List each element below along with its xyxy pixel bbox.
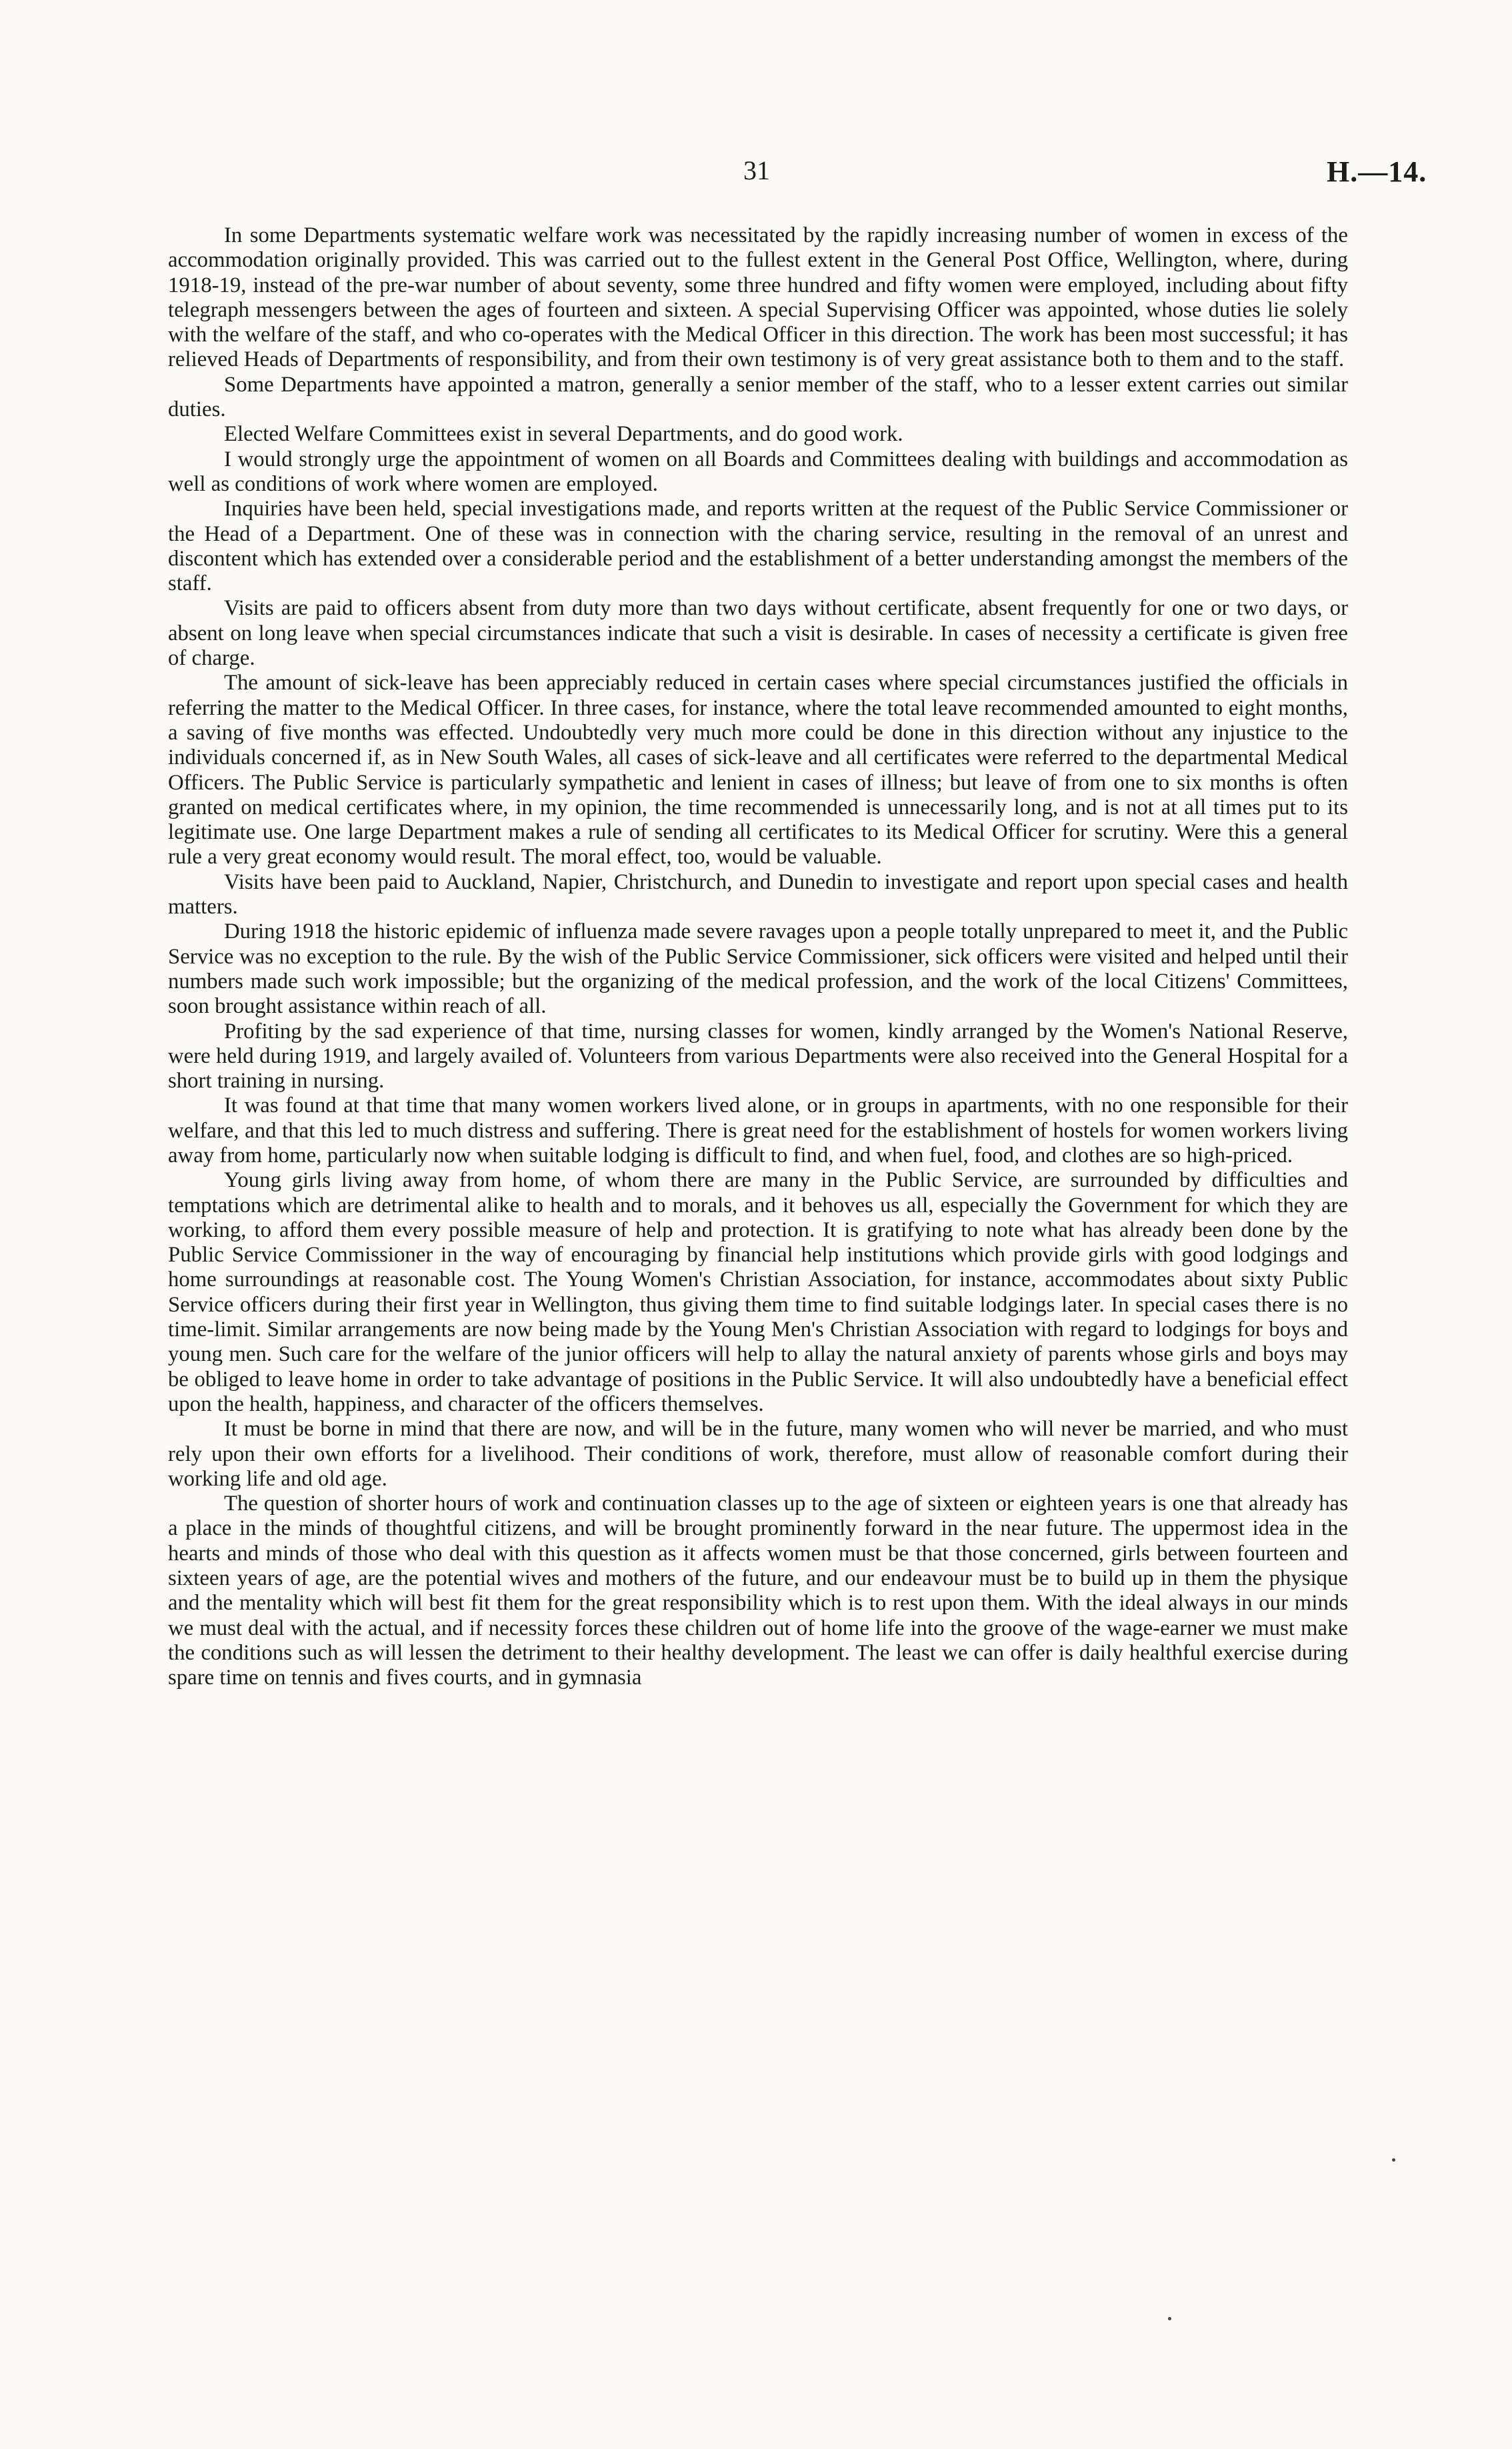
margin-speck <box>1168 2317 1171 2320</box>
paragraph-unmarried-women: It must be borne in mind that there are now, and will be in the future, many women who will never be married, and who must rely upon their own efforts for a livelihood. Their conditions of work, therefore, must allow of reasonable comfort during their working life and old age. <box>168 1417 1348 1491</box>
paragraph-women-on-boards: I would strongly urge the appointment of women on all Boards and Committees dealing with buildings and accommodation as well as conditions of work where women are employed. <box>168 447 1348 496</box>
paragraph-young-girls: Young girls living away from home, of whom there are many in the Public Service, are surrounded by difficulties and temptations which are detrimental alike to health and to morals, and it behoves us all, especially the Government for which they are working, to afford them every possible measure of help and protection. It is gratifying to note what has already been done by the Public Service Commissioner in the way of encouraging by financial help institutions which provide girls with good lodgings and home surroundings at reasonable cost. The Young Women's Christian Association, for instance, accommodates about sixty Public Service officers during their first year in Wellington, thus giving them time to find suitable lodgings later. In special cases there is no time-limit. Similar arrangements are now being made by the Young Men's Christian Association with regard to lodgings for boys and young men. Such care for the welfare of the junior officers will help to allay the natural anxiety of parents whose girls and boys may be obliged to leave home in order to take advantage of positions in the Public Service. It will also undoubtedly have a beneficial effect upon the health, happiness, and character of the officers themselves. <box>168 1168 1348 1416</box>
paragraph-shorter-hours: The question of shorter hours of work and continuation classes up to the age of sixteen or eighteen years is one that already has a place in the minds of thoughtful citizens, and will be brought prominently forward in the near future. The uppermost idea in the hearts and minds of those who deal with this question as it affects women must be that those concerned, girls between fourteen and sixteen years of age, are the potential wives and mothers of the future, and our endeavour must be to build up in them the physique and the mentality which will best fit them for the great responsibility which is to rest upon them. With the ideal always in our minds we must deal with the actual, and if necessity forces these children out of home life into the groove of the wage-earner we must make the conditions such as will lessen the detriment to their healthy development. The least we can offer is daily healthful exercise during spare time on tennis and fives courts, and in gymnasia <box>168 1492 1348 1690</box>
paragraph-sick-leave: The amount of sick-leave has been appreciably reduced in certain cases where special circumstances justified the officials in referring the matter to the Medical Officer. In three cases, for instance, where the total leave recommended amounted to eight months, a saving of five months was effected. Undoubtedly very much more could be done in this direction without any injustice to the individuals concerned if, as in New South Wales, all cases of sick-leave and all certificates were referred to the departmental Medical Officers. The Public Service is particularly sympathetic and lenient in cases of illness; but leave of from one to six months is often granted on medical certificates where, in my opinion, the time recommended is unnecessarily long, and is not at all times put to its legitimate use. One large Department makes a rule of sending all certificates to its Medical Officer for scrutiny. Were this a general rule a very great economy would result. The moral effect, too, would be valuable. <box>168 671 1348 869</box>
page-number: 31 <box>743 155 770 185</box>
paragraph-hostels: It was found at that time that many women workers lived alone, or in groups in apartments, with no one responsible for their welfare, and that this led to much distress and suffering. There is great need for the establishment of hostels for women workers living away from home, particularly now when suitable lodging is difficult to find, and when fuel, food, and clothes are so high-priced. <box>168 1093 1348 1167</box>
paragraph-visits-cities: Visits have been paid to Auckland, Napier, Christchurch, and Dunedin to investigate and report upon special cases and health matters. <box>168 869 1348 919</box>
paragraph-nursing-classes: Profiting by the sad experience of that time, nursing classes for women, kindly arranged by the Women's National Reserve, were held during 1919, and largely availed of. Volunteers from various Departments were also received into the General Hospital for a short training in nursing. <box>168 1019 1348 1093</box>
paragraph-inquiries: Inquiries have been held, special investigations made, and reports written at the request of the Public Service Commissioner or the Head of a Department. One of these was in connection with the charing service, resulting in the removal of an unrest and discontent which has extended over a considerable period and the establishment of a better understanding amongst the members of the staff. <box>168 497 1348 596</box>
paragraph-visits: Visits are paid to officers absent from duty more than two days without certificate, absent frequently for one or two days, or absent on long leave when special circumstances indicate that such a visit is desirable. In cases of necessity a certificate is given free of charge. <box>168 596 1348 671</box>
body-text <box>168 223 1348 1691</box>
margin-speck <box>1392 2158 1395 2162</box>
paragraph-welfare-work: In some Departments systematic welfare work was necessitated by the rapidly increasing number of women in excess of the accommodation originally provided. This was carried out to the fullest extent in the General Post Office, Wellington, where, during 1918-19, instead of the pre-war number of about seventy, some three hundred and fifty women were employed, including about fifty telegraph messengers between the ages of fourteen and sixteen. A special Supervising Officer was appointed, whose duties lie solely with the welfare of the staff, and who co-operates with the Medical Officer in this direction. The work has been most successful; it has relieved Heads of Departments of responsibility, and from their own testimony is of very great assistance both to them and to the staff. <box>168 223 1348 372</box>
paragraph-welfare-committees: Elected Welfare Committees exist in several Departments, and do good work. <box>224 422 903 447</box>
paragraph-influenza: During 1918 the historic epidemic of influenza made severe ravages upon a people totally unprepared to meet it, and the Public Service was no exception to the rule. By the wish of the Public Service Commissioner, sick officers were visited and helped until their numbers made such work impossible; but the organizing of the medical profession, and the work of the local Citizens' Committees, soon brought assistance within reach of all. <box>168 919 1348 1019</box>
document-reference: H.—14. <box>1327 155 1427 188</box>
paragraph-matron: Some Departments have appointed a matron, generally a senior member of the staff, who to a lesser extent carries out similar duties. <box>168 372 1348 422</box>
